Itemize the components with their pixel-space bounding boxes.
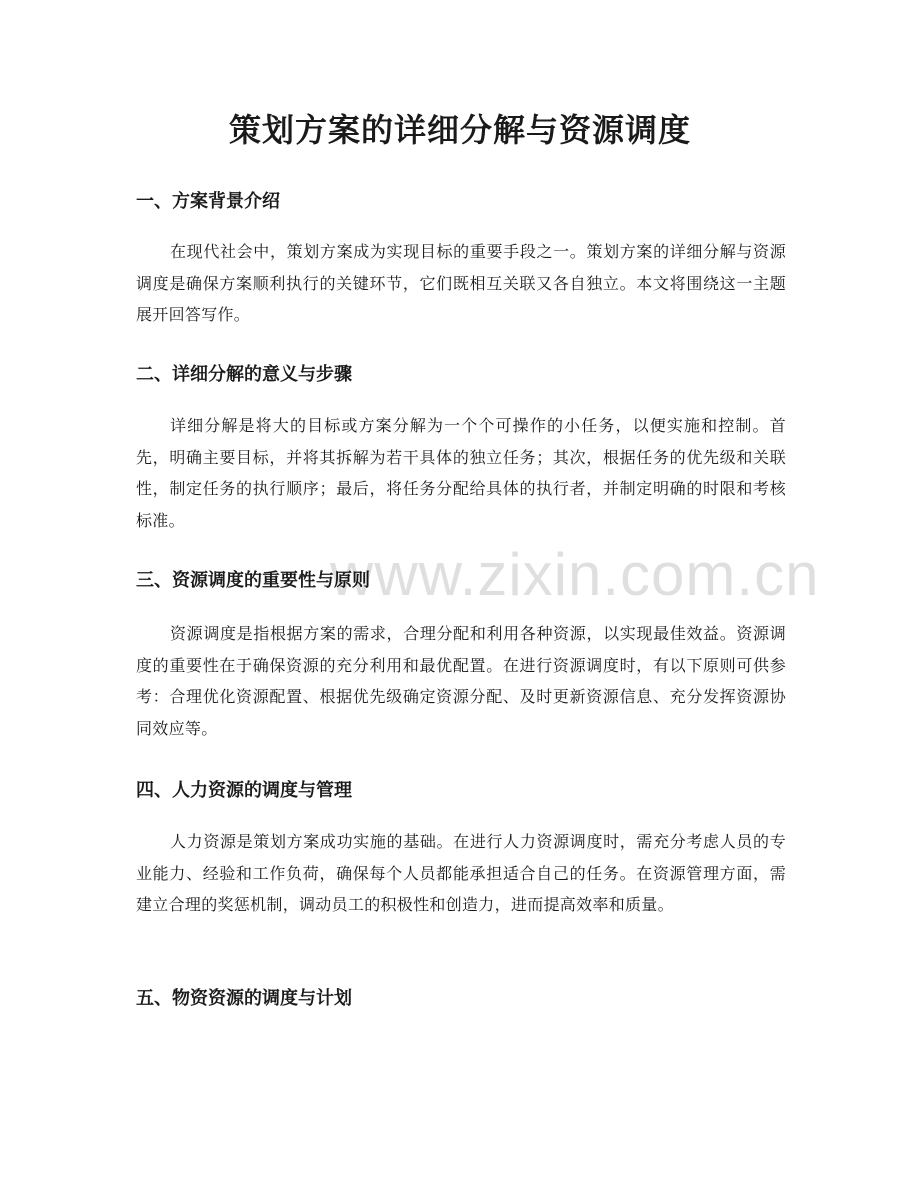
watermark: www.zixin.com.cn (330, 541, 820, 608)
section-heading-material-resources: 五、物资资源的调度与计划 (136, 988, 352, 1009)
section-heading-resource-scheduling: 三、资源调度的重要性与原则 (136, 570, 370, 591)
section-heading-decomposition: 二、详细分解的意义与步骤 (136, 364, 352, 385)
document-title: 策划方案的详细分解与资源调度 (228, 111, 691, 149)
section-heading-human-resources: 四、人力资源的调度与管理 (136, 780, 352, 801)
section-paragraph-resource-scheduling: 资源调度是指根据方案的需求，合理分配和利用各种资源，以实现最佳效益。资源调度的重要性在于确保资源的充分利用和最优配置。在进行资源调度时，有以下原则可供参考：合理优化资源配置、根据优先级确定资源分配、及时更新资源信息、充分发挥资源协同效应等。 (136, 624, 786, 738)
section-paragraph-human-resources: 人力资源是策划方案成功实施的基础。在进行人力资源调度时，需充分考虑人员的专业能力、经验和工作负荷，确保每个人员都能承担适合自己的任务。在资源管理方面，需建立合理的奖惩机制，调动员工的积极性和创造力，进而提高效率和质量。 (136, 832, 786, 914)
section-paragraph-decomposition: 详细分解是将大的目标或方案分解为一个个可操作的小任务，以便实施和控制。首先，明确主要目标，并将其拆解为若干具体的独立任务；其次，根据任务的优先级和关联性，制定任务的执行顺序；最后，将任务分配给具体的执行者，并制定明确的时限和考核标准。 (136, 416, 786, 530)
section-heading-background: 一、方案背景介绍 (136, 191, 280, 212)
section-paragraph-background: 在现代社会中，策划方案成为实现目标的重要手段之一。策划方案的详细分解与资源调度是确保方案顺利执行的关键环节，它们既相互关联又各自独立。本文将围绕这一主题展开回答写作。 (136, 242, 786, 324)
